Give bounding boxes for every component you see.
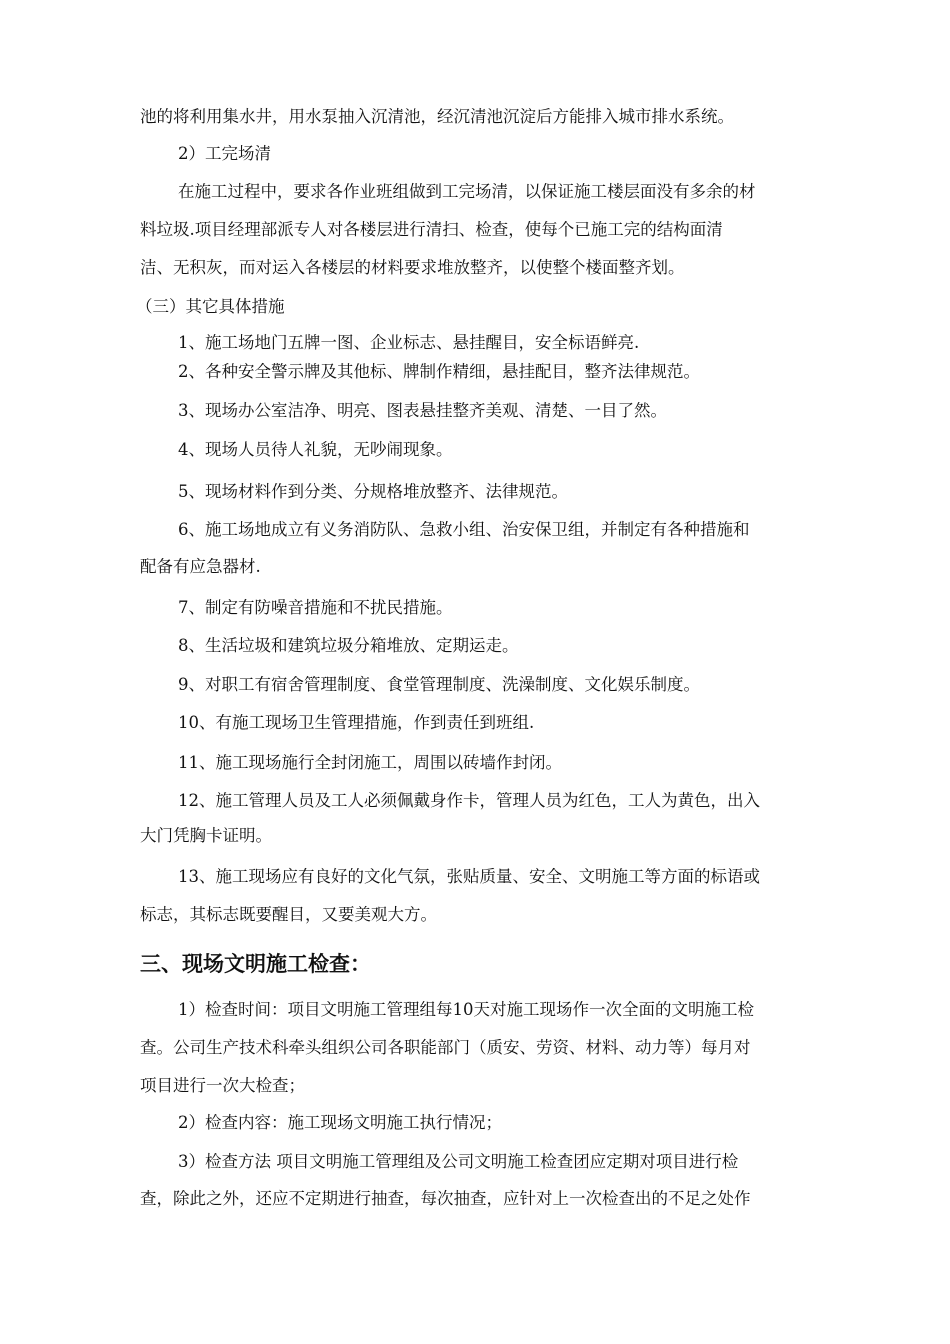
list-item: 1、施工场地门五牌一图、企业标志、悬挂醒目，安全标语鲜亮. [178, 333, 640, 352]
list-item: 4、现场人员待人礼貌，无吵闹现象。 [178, 440, 453, 459]
list-item: 13、施工现场应有良好的文化气氛，张贴质量、安全、文明施工等方面的标语或 [178, 867, 760, 886]
list-item: 9、对职工有宿舍管理制度、食堂管理制度、洗澡制度、文化娱乐制度。 [178, 675, 700, 694]
list-item: 7、制定有防噪音措施和不扰民措施。 [178, 598, 453, 617]
paragraph-line: 3）检查方法 项目文明施工管理组及公司文明施工检查团应定期对项目进行检 [178, 1152, 739, 1171]
list-item: 11、施工现场施行全封闭施工，周围以砖墙作封闭。 [178, 753, 562, 772]
list-item-continuation: 大门凭胸卡证明。 [140, 826, 272, 845]
paragraph-line: 1）检查时间：项目文明施工管理组每10天对施工现场作一次全面的文明施工检 [178, 1000, 754, 1019]
list-item: 6、施工场地成立有义务消防队、急救小组、治安保卫组，并制定有各种措施和 [178, 520, 750, 539]
list-item: 8、生活垃圾和建筑垃圾分箱堆放、定期运走。 [178, 636, 519, 655]
paragraph-line: 池的将利用集水井，用水泵抽入沉清池，经沉清池沉淀后方能排入城市排水系统。 [140, 107, 734, 126]
paragraph-line: 查，除此之外，还应不定期进行抽查，每次抽查，应针对上一次检查出的不足之处作 [140, 1189, 751, 1208]
list-item: 12、施工管理人员及工人必须佩戴身作卡，管理人员为红色，工人为黄色，出入 [178, 791, 760, 810]
subheading-line: 2）工完场清 [178, 144, 271, 163]
paragraph-line: 料垃圾.项目经理部派专人对各楼层进行清扫、检查，使每个已施工完的结构面清 [140, 220, 723, 239]
list-item: 3、现场办公室洁净、明亮、图表悬挂整齐美观、清楚、一目了然。 [178, 401, 667, 420]
list-item: 10、有施工现场卫生管理措施，作到责任到班组. [178, 713, 535, 732]
paragraph-line: 查。公司生产技术科牵头组织公司各职能部门（质安、劳资、材料、动力等）每月对 [140, 1038, 751, 1057]
list-item: 5、现场材料作到分类、分规格堆放整齐、法律规范。 [178, 482, 568, 501]
list-item-continuation: 配备有应急器材. [140, 557, 261, 576]
list-item-continuation: 标志，其标志既要醒目，又要美观大方。 [140, 905, 437, 924]
paragraph-line: 在施工过程中，要求各作业班组做到工完场清，以保证施工楼层面没有多余的材 [178, 182, 756, 201]
list-item: 2、各种安全警示牌及其他标、牌制作精细，悬挂配目，整齐法律规范。 [178, 362, 700, 381]
paragraph-line: 洁、无积灰，而对运入各楼层的材料要求堆放整齐，以使整个楼面整齐划。 [140, 258, 685, 277]
chapter-heading: 三、现场文明施工检查： [140, 951, 371, 976]
paragraph-line: 2）检查内容：施工现场文明施工执行情况； [178, 1113, 502, 1132]
section-heading: （三）其它具体措施 [136, 297, 285, 316]
paragraph-line: 项目进行一次大检查； [140, 1076, 305, 1095]
